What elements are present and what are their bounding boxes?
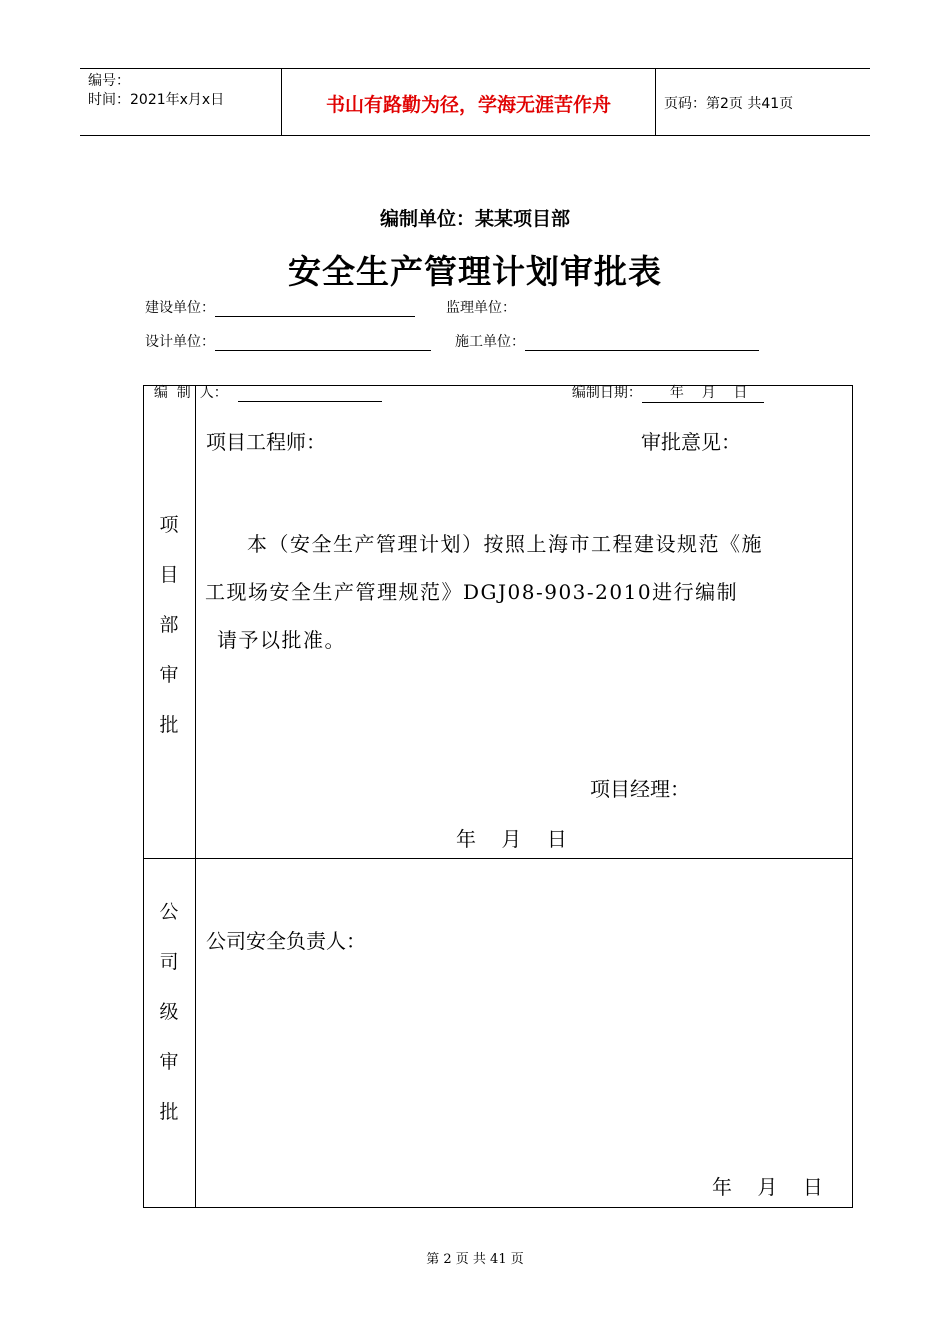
project-approval-label — [143, 500, 195, 750]
label-char: 审 — [159, 664, 179, 686]
approval-body — [205, 520, 850, 664]
page-title: 安全生产管理计划审批表 — [288, 252, 662, 291]
safety-head-label: 公司安全负责人： — [206, 929, 366, 953]
header-bottom-rule — [80, 135, 870, 136]
label-char: 项 — [159, 514, 179, 536]
project-date: 年 月 日 — [456, 827, 567, 851]
compile-date-label: 编制日期： — [571, 385, 642, 401]
company-approval-label — [143, 887, 195, 1137]
builder-unit-label: 施工单位： — [455, 334, 525, 350]
header-top-rule — [80, 68, 870, 69]
label-char: 公 — [159, 901, 179, 923]
header-time: 时间：2021年x月x日 — [88, 92, 225, 108]
label-char: 批 — [159, 714, 179, 736]
label-char: 审 — [159, 1051, 179, 1073]
construction-unit-blank[interactable] — [215, 302, 415, 317]
engineer-label: 项目工程师： — [206, 430, 326, 454]
label-char: 批 — [159, 1101, 179, 1123]
design-unit-label: 设计单位： — [145, 334, 215, 350]
label-char: 部 — [159, 614, 179, 636]
company-date: 年 月 日 — [712, 1175, 823, 1199]
page-footer: 第 2 页 共 41 页 — [426, 1252, 524, 1267]
label-char: 级 — [159, 1001, 179, 1023]
supervision-unit-label: 监理单位： — [446, 300, 516, 316]
table-row-divider — [143, 858, 853, 859]
construction-unit-label: 建设单位： — [145, 300, 215, 316]
builder-unit-blank[interactable] — [525, 336, 759, 351]
opinion-label: 审批意见： — [641, 430, 741, 454]
label-char: 司 — [159, 951, 179, 973]
compile-date-value[interactable]: 年 月 日 — [642, 382, 764, 403]
header-motto: 书山有路勤为径，学海无涯苦作舟 — [325, 94, 611, 116]
header-divider — [655, 68, 656, 135]
design-unit-row — [145, 331, 431, 351]
approval-table — [143, 385, 853, 1208]
label-char: 目 — [159, 564, 179, 586]
manager-label: 项目经理： — [590, 777, 690, 801]
design-unit-blank[interactable] — [215, 336, 431, 351]
construction-unit-row — [145, 297, 415, 317]
header-number: 编号： — [88, 73, 130, 89]
table-col-divider — [195, 385, 196, 1208]
header-meta — [88, 72, 224, 110]
builder-unit-row — [455, 331, 759, 351]
org-line: 编制单位：某某项目部 — [379, 208, 570, 230]
header-page-info: 页码：第2页 共41页 — [664, 96, 794, 112]
body-line: 工现场安全生产管理规范》DGJ08-903-2010进行编制 — [205, 580, 739, 604]
compiler-label: 编 制 人： — [153, 385, 228, 401]
body-line: 本（安全生产管理计划）按照上海市工程建设规范《施 — [247, 532, 763, 556]
body-line: 请予以批准。 — [217, 628, 346, 652]
